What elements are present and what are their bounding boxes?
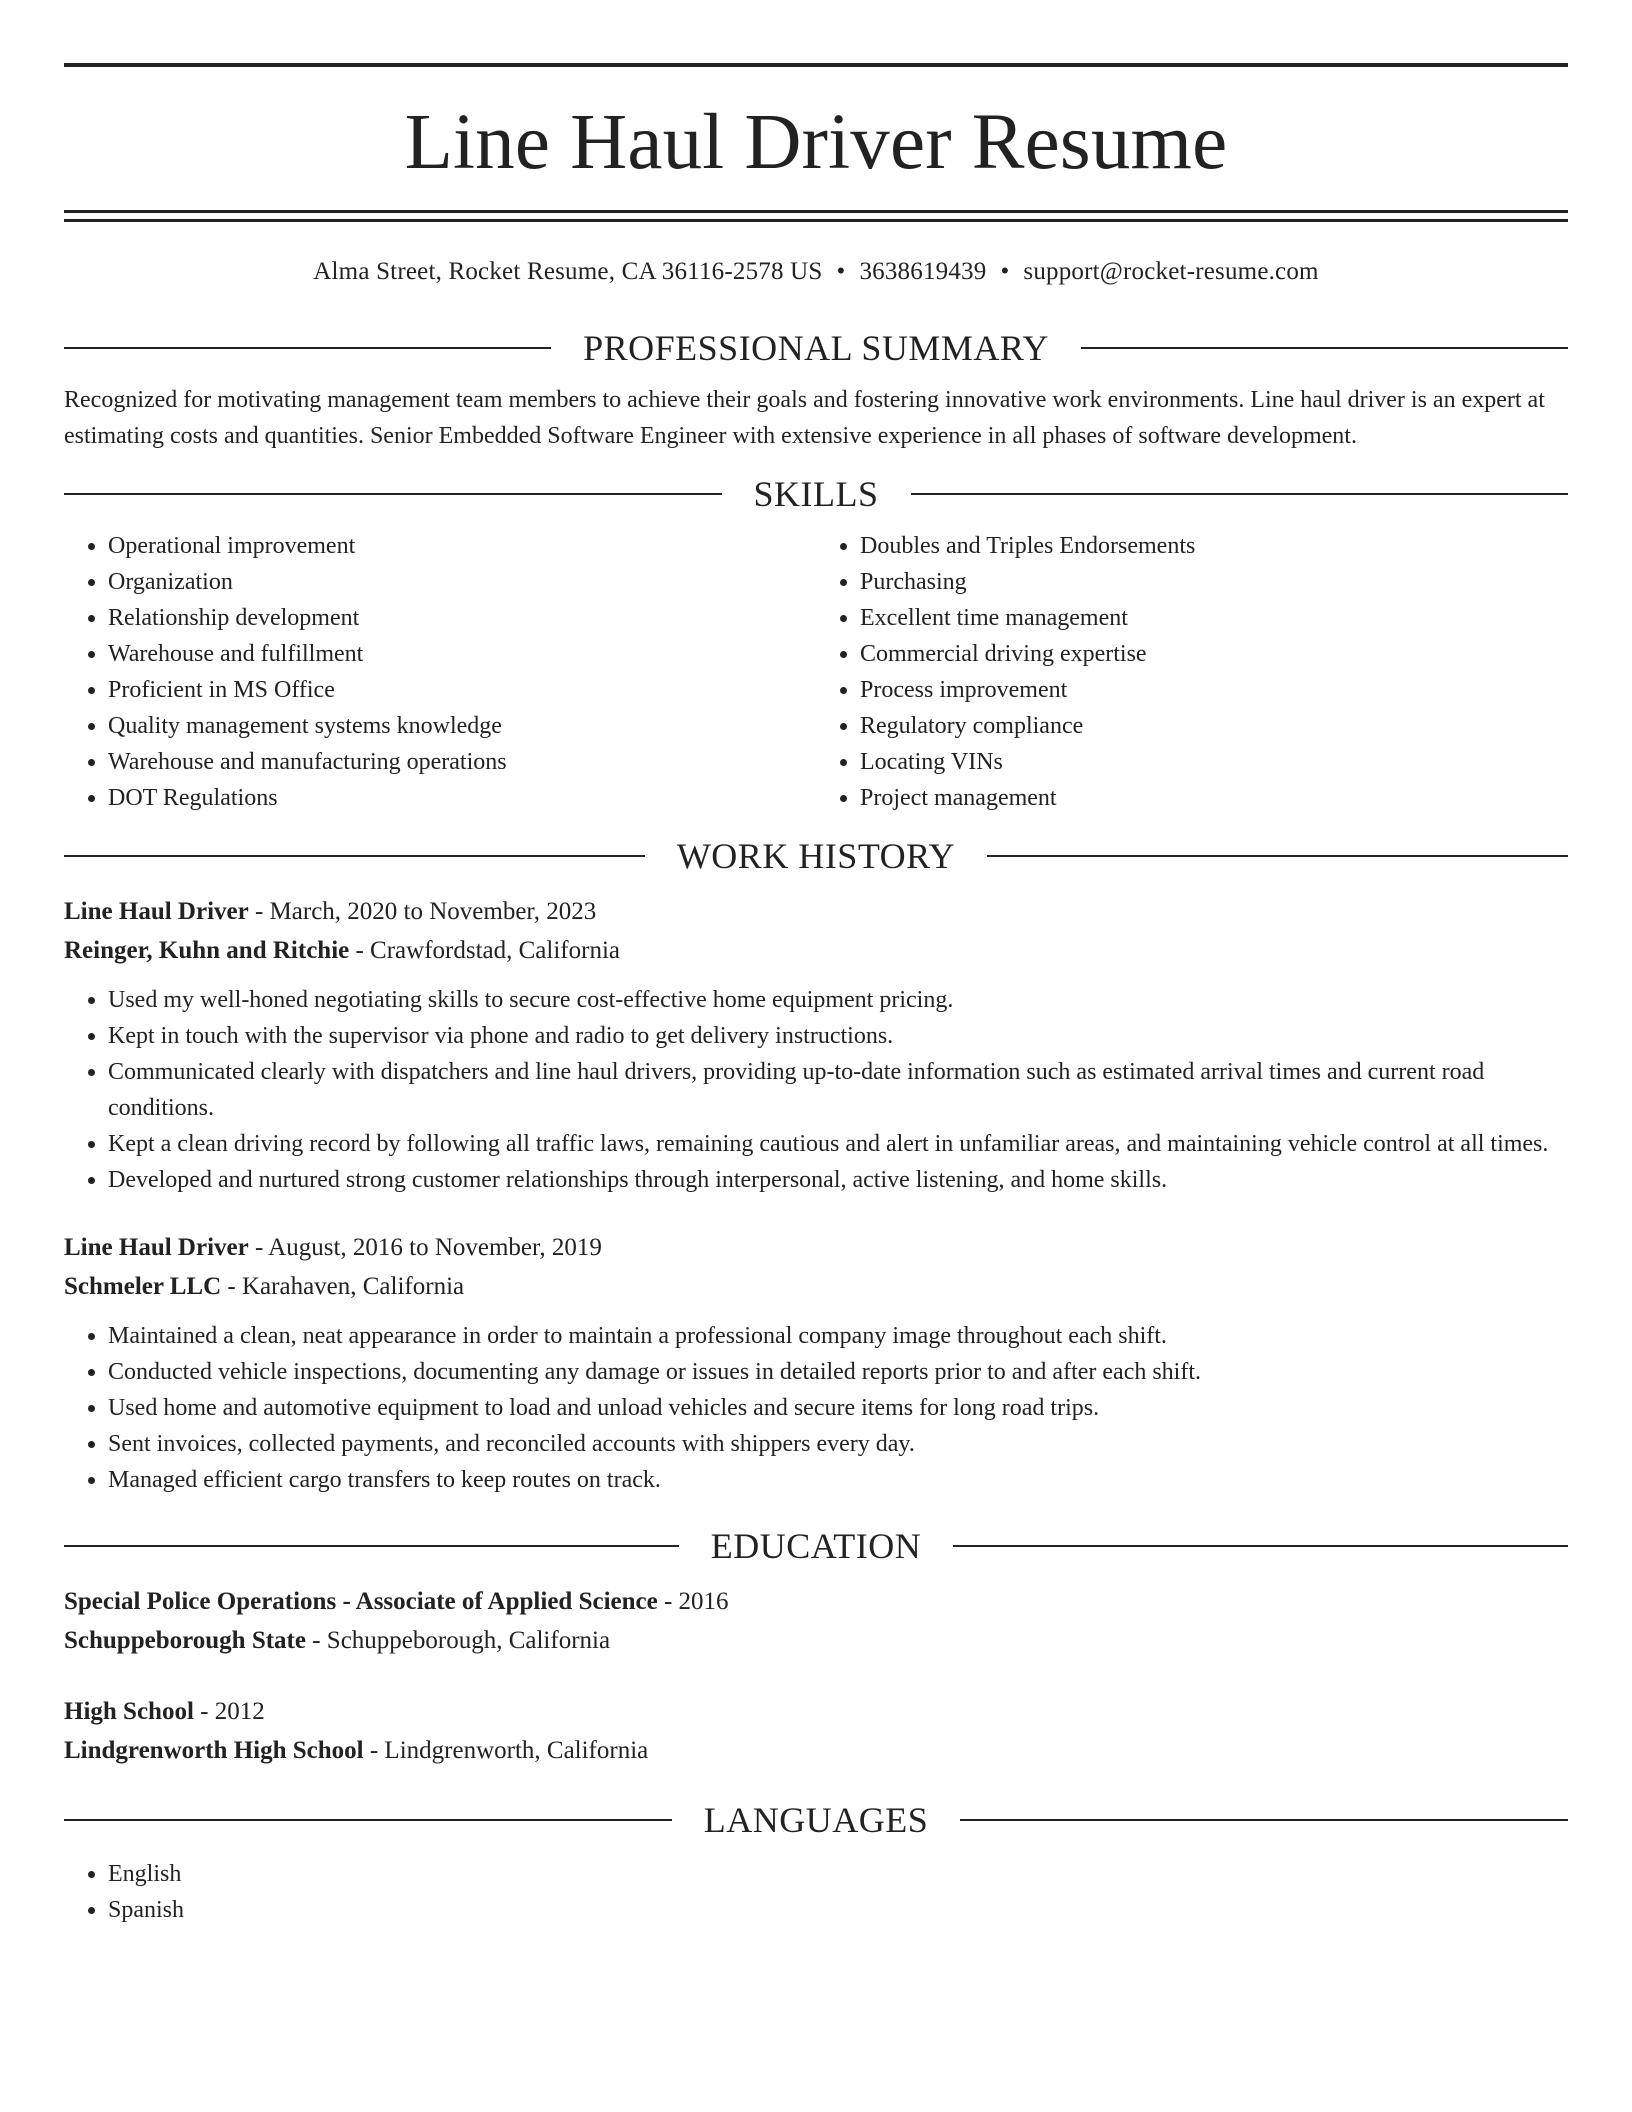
education-degree: High School — [64, 1698, 194, 1725]
skill-item: • Warehouse and fulfillment — [108, 636, 816, 672]
section-heading-work — [64, 838, 1568, 874]
heading-rule-left — [64, 347, 551, 349]
job-company: Schmeler LLC — [64, 1273, 222, 1300]
section-title: WORK HISTORY — [676, 836, 956, 876]
job-dates: - March, 2020 to November, 2023 — [248, 898, 597, 925]
job-entry — [64, 892, 1568, 1198]
language-item: • English — [108, 1856, 1568, 1892]
skill-item: • Locating VINs — [860, 744, 1568, 780]
job-bullet: • Communicated clearly with dispatchers and line haul drivers, providing up-to-date information such as estimated arrival times and current road conditions. — [108, 1054, 1568, 1126]
skill-item: • Relationship development — [108, 600, 816, 636]
job-company-line — [64, 1267, 1568, 1306]
education-year: - 2012 — [193, 1698, 265, 1725]
job-bullet: • Used home and automotive equipment to load and unload vehicles and secure items for long road trips. — [108, 1390, 1568, 1426]
skills-column-right — [816, 528, 1568, 816]
skill-item: • Doubles and Triples Endorsements — [860, 528, 1568, 564]
job-bullet: • Developed and nurtured strong customer relationships through interpersonal, active listening, and home skills. — [108, 1162, 1568, 1198]
job-title-line — [64, 892, 1568, 931]
heading-rule-left — [64, 855, 645, 857]
skill-item: • Project management — [860, 780, 1568, 816]
job-company: Reinger, Kuhn and Ritchie — [64, 937, 350, 964]
skill-item: • DOT Regulations — [108, 780, 816, 816]
contact-separator: • — [836, 258, 846, 285]
heading-rule-right — [1081, 347, 1568, 349]
heading-rule-right — [960, 1819, 1568, 1821]
contact-phone[interactable]: 3638619439 — [859, 258, 987, 285]
contact-separator: • — [1000, 258, 1010, 285]
job-bullets — [64, 1318, 1568, 1498]
languages-list — [64, 1856, 1568, 1928]
contact-address: Alma Street, Rocket Resume, CA 36116-2578 US — [313, 258, 823, 285]
section-heading-summary — [64, 330, 1568, 366]
skill-item: • Organization — [108, 564, 816, 600]
education-year: - 2016 — [657, 1588, 729, 1615]
heading-rule-left — [64, 1819, 672, 1821]
job-title-line — [64, 1228, 1568, 1267]
skill-item: • Process improvement — [860, 672, 1568, 708]
education-location: - Lindgrenworth, California — [363, 1737, 649, 1764]
job-bullets — [64, 982, 1568, 1198]
skills-column-left — [64, 528, 816, 816]
heading-rule-right — [911, 493, 1569, 495]
education-school: Lindgrenworth High School — [64, 1737, 364, 1764]
job-bullet: • Kept in touch with the supervisor via phone and radio to get delivery instructions. — [108, 1018, 1568, 1054]
skill-item: • Proficient in MS Office — [108, 672, 816, 708]
education-location: - Schuppeborough, California — [305, 1627, 611, 1654]
section-title: PROFESSIONAL SUMMARY — [583, 328, 1049, 368]
skill-item: • Commercial driving expertise — [860, 636, 1568, 672]
job-bullet: • Used my well-honed negotiating skills to secure cost-effective home equipment pricing. — [108, 982, 1568, 1018]
job-company-line — [64, 931, 1568, 970]
job-dates: - August, 2016 to November, 2019 — [248, 1234, 602, 1261]
heading-rule-right — [953, 1545, 1568, 1547]
education-school-line — [64, 1731, 1568, 1770]
section-heading-education — [64, 1528, 1568, 1564]
skill-item: • Warehouse and manufacturing operations — [108, 744, 816, 780]
title-double-rule — [64, 210, 1568, 222]
section-title: LANGUAGES — [703, 1800, 929, 1840]
contact-email[interactable]: support@rocket-resume.com — [1023, 258, 1319, 285]
job-title: Line Haul Driver — [64, 1234, 249, 1261]
education-school: Schuppeborough State — [64, 1627, 306, 1654]
language-item: • Spanish — [108, 1892, 1568, 1928]
education-degree-line — [64, 1582, 1568, 1621]
section-title: SKILLS — [753, 474, 879, 514]
job-bullet: • Sent invoices, collected payments, and reconciled accounts with shippers every day. — [108, 1426, 1568, 1462]
job-bullet: • Managed efficient cargo transfers to keep routes on track. — [108, 1462, 1568, 1498]
section-title: EDUCATION — [710, 1526, 922, 1566]
skill-item: • Operational improvement — [108, 528, 816, 564]
job-location: - Crawfordstad, California — [349, 937, 620, 964]
heading-rule-left — [64, 1545, 679, 1547]
skill-item: • Quality management systems knowledge — [108, 708, 816, 744]
job-location: - Karahaven, California — [221, 1273, 465, 1300]
education-degree-line — [64, 1692, 1568, 1731]
job-bullet: • Conducted vehicle inspections, documenting any damage or issues in detailed reports prior to and after each shift. — [108, 1354, 1568, 1390]
skill-item: • Purchasing — [860, 564, 1568, 600]
education-entry — [64, 1692, 1568, 1770]
skill-item: • Regulatory compliance — [860, 708, 1568, 744]
summary-text: Recognized for motivating management team members to achieve their goals and fostering innovative work environments. Line haul driver is an expert at estimating costs and quantities. Senior Embedded Software Engineer with extensive experience in all phases of software development. — [64, 387, 1545, 449]
education-degree: Special Police Operations - Associate of Applied Science — [64, 1588, 658, 1615]
job-entry — [64, 1228, 1568, 1498]
skill-item: • Excellent time management — [860, 600, 1568, 636]
education-school-line — [64, 1621, 1568, 1660]
skills-list — [64, 528, 1568, 816]
section-heading-languages — [64, 1802, 1568, 1838]
job-bullet: • Kept a clean driving record by following all traffic laws, remaining cautious and alert in unfamiliar areas, and maintaining vehicle control at all times. — [108, 1126, 1568, 1162]
top-rule — [64, 63, 1568, 67]
section-heading-skills — [64, 476, 1568, 512]
job-bullet: • Maintained a clean, neat appearance in order to maintain a professional company image throughout each shift. — [108, 1318, 1568, 1354]
job-title: Line Haul Driver — [64, 898, 249, 925]
page-title: Line Haul Driver Resume — [404, 99, 1228, 186]
heading-rule-left — [64, 493, 722, 495]
heading-rule-right — [987, 855, 1568, 857]
education-entry — [64, 1582, 1568, 1660]
contact-line — [64, 258, 1568, 286]
